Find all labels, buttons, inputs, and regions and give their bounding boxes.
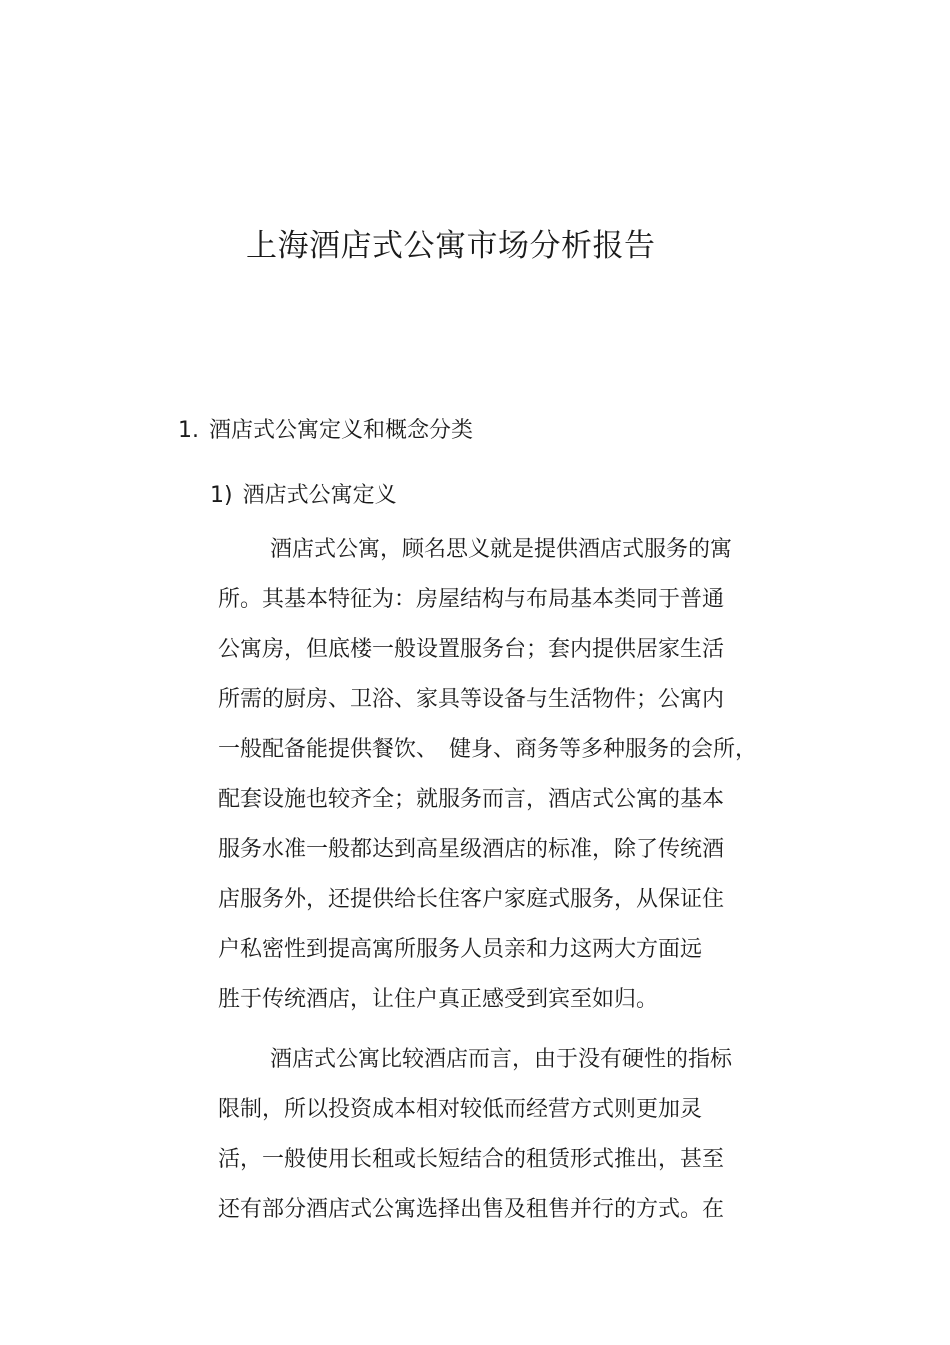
- paragraph-line: 一般配备能提供餐饮、 健身、商务等多种服务的会所，: [218, 737, 758, 762]
- section-heading-text: 酒店式公寓定义和概念分类: [209, 418, 474, 443]
- section-heading: [178, 413, 473, 444]
- paragraph-line: 配套设施也较齐全；就服务而言，酒店式公寓的基本: [218, 787, 725, 812]
- paragraph-line: 酒店式公寓，顾名思义就是提供酒店式服务的寓: [270, 537, 733, 562]
- document-title: 上海酒店式公寓市场分析报告: [246, 228, 656, 264]
- section-number: 1.: [178, 418, 199, 443]
- paragraph-line: 公寓房，但底楼一般设置服务台；套内提供居家生活: [218, 637, 725, 662]
- paragraph-line: 店服务外，还提供给长住客户家庭式服务，从保证住: [218, 887, 725, 912]
- paragraph-line: 所需的厨房、卫浴、家具等设备与生活物件；公寓内: [218, 687, 725, 712]
- paragraph-line: 所。其基本特征为：房屋结构与布局基本类同于普通: [218, 587, 725, 612]
- paragraph-line: 户私密性到提高寓所服务人员亲和力这两大方面远: [218, 937, 703, 962]
- subsection-heading: [210, 478, 397, 509]
- paragraph-line: 服务水准一般都达到高星级酒店的标准，除了传统酒: [218, 837, 725, 862]
- paragraph-line: 胜于传统酒店，让住户真正感受到宾至如归。: [218, 987, 659, 1012]
- paragraph-line: 活，一般使用长租或长短结合的租赁形式推出，甚至: [218, 1147, 725, 1172]
- subsection-heading-text: 酒店式公寓定义: [242, 483, 397, 508]
- paragraph-line: 还有部分酒店式公寓选择出售及租售并行的方式。在: [218, 1197, 725, 1222]
- paragraph-line: 酒店式公寓比较酒店而言，由于没有硬性的指标: [270, 1047, 733, 1072]
- subsection-number: 1): [210, 483, 233, 508]
- paragraph-line: 限制，所以投资成本相对较低而经营方式则更加灵: [218, 1097, 703, 1122]
